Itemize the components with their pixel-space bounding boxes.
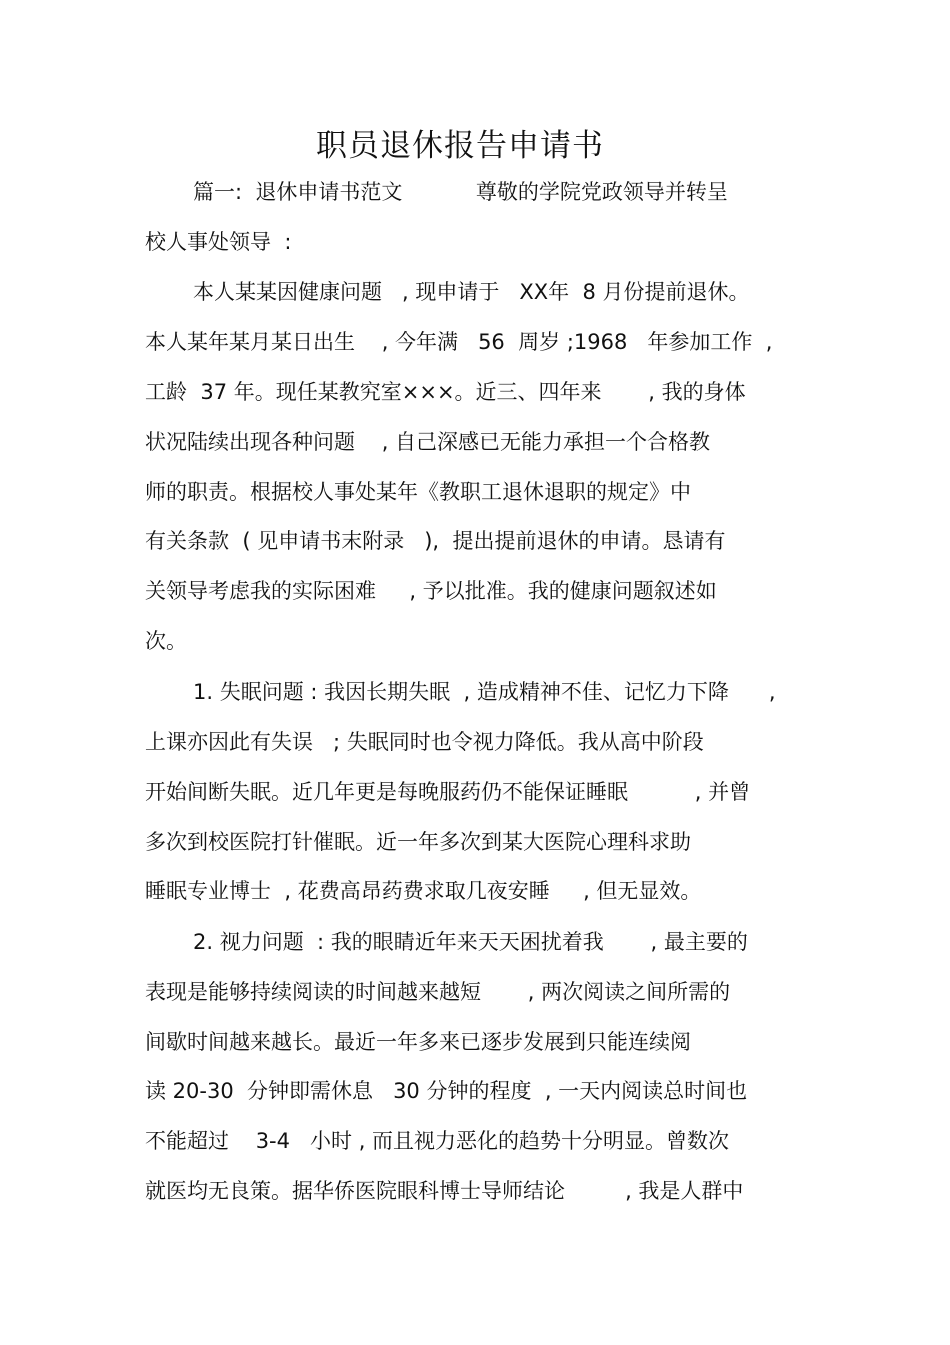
- text-line: 关领导考虑我的实际困难 , 予以批准。我的健康问题叙述如: [145, 579, 717, 603]
- text-line: 本人某某因健康问题 , 现申请于 XX年 8 月份提前退休。: [193, 280, 750, 304]
- text-line: 不能超过 3-4 小时 , 而且视力恶化的趋势十分明显。曾数次: [145, 1129, 730, 1153]
- text-line: 睡眠专业博士 , 花费高昂药费求取几夜安睡 , 但无显效。: [145, 879, 702, 903]
- text-line: 间歇时间越来越长。最近一年多来已逐步发展到只能连续阅: [145, 1030, 691, 1054]
- text-line: 篇一: 退休申请书范文 尊敬的学院党政领导并转呈: [193, 180, 728, 204]
- text-line: 工龄 37 年。现任某教究室×××。近三、四年来 , 我的身体: [145, 380, 746, 404]
- text-line: 表现是能够持续阅读的时间越来越短 , 两次阅读之间所需的: [145, 980, 731, 1004]
- text-line: 本人某年某月某日出生 , 今年满 56 周岁 ;1968 年参加工作 ,: [145, 330, 773, 354]
- text-line: 开始间断失眠。近几年更是每晚服药仍不能保证睡眠 , 并曾: [145, 780, 751, 804]
- text-line: 师的职责。根据校人事处某年《教职工退休退职的规定》中: [145, 480, 691, 504]
- text-line: 校人事处领导 :: [145, 230, 292, 254]
- text-line: 就医均无良策。据华侨医院眼科博士导师结论 , 我是人群中: [145, 1179, 744, 1203]
- text-line: 次。: [145, 629, 187, 653]
- text-line: 1. 失眠问题 : 我因长期失眠 , 造成精神不佳、记忆力下降 ,: [193, 680, 776, 704]
- text-line: 2. 视力问题 : 我的眼睛近年来天天困扰着我 , 最主要的: [193, 930, 748, 954]
- document-title: 职员退休报告申请书: [316, 128, 604, 164]
- text-line: 读 20-30 分钟即需休息 30 分钟的程度 , 一天内阅读总时间也: [145, 1079, 748, 1103]
- text-line: 状况陆续出现各种问题 , 自己深感已无能力承担一个合格教: [145, 430, 711, 454]
- text-line: 上课亦因此有失误 ; 失眠同时也令视力降低。我从高中阶段: [145, 730, 704, 754]
- text-line: 有关条款 ( 见申请书末附录 ), 提出提前退休的申请。恳请有: [145, 529, 726, 553]
- text-line: 多次到校医院打针催眠。近一年多次到某大医院心理科求助: [145, 830, 691, 854]
